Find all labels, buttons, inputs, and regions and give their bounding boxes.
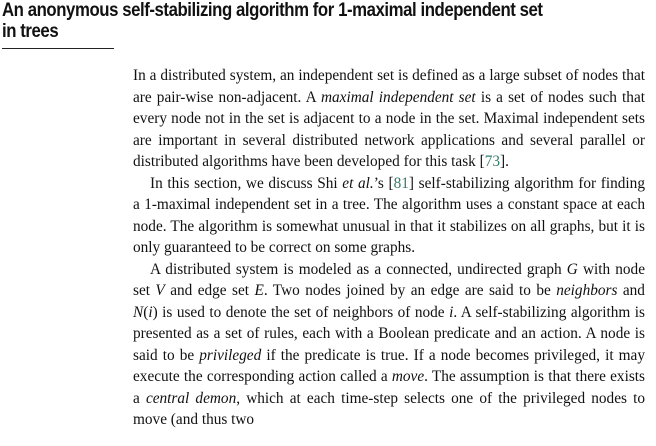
p3-term-neighbors: neighbors <box>556 282 618 299</box>
p3-var-v: V <box>155 282 165 299</box>
p1-text-2: is a set of nodes such that every node not in the set is adjacent to a node in the set. Maximal independent sets are important in several distributed network applications and several parallel or distributed algorithms have been developed for this task [ <box>133 88 645 170</box>
section-title <box>2 0 543 42</box>
p3-text-6: ( <box>143 303 149 321</box>
title-underline-rule <box>2 48 114 49</box>
p3-text-1: A distributed system is modeled as a connected, undirected graph <box>150 260 567 278</box>
p3-var-g: G <box>566 260 578 278</box>
section-title-line-2: in trees <box>2 20 59 42</box>
p3-text-9: if the predicate is true. If a node becomes privileged, it may execute the corresponding action called a <box>133 346 645 385</box>
p3-text-7: ) is used to denote the set of neighbors of node <box>152 303 450 321</box>
p2-text-3: ] self-stabilizing algorithm for finding a 1-maximal independent set in a tree. The algorithm uses a constant space at each node. The algorithm is somewhat unusual in that it stabilizes on all graphs, but it is only guaranteed to be correct on some graphs. <box>133 174 645 256</box>
p3-text-2: with node set <box>133 260 645 299</box>
p3-text-11: , which at each time-step selects one of the privileged nodes to move (and thus two <box>133 389 645 428</box>
p3-term-privileged: privileged <box>199 346 262 364</box>
section-header <box>2 0 622 42</box>
citation-81-link[interactable]: 81 <box>393 174 409 192</box>
p3-text-10: . The assumption is that there exists a <box>133 368 645 407</box>
section-title-line-1: An anonymous self-stabilizing algorithm for 1-maximal independent set <box>2 0 543 21</box>
p3-term-move: move <box>391 368 425 385</box>
p3-text-5: and <box>617 282 645 299</box>
paragraph-3 <box>133 259 645 431</box>
p3-term-central-demon: central demon <box>145 389 237 407</box>
paragraph-2 <box>133 173 645 259</box>
paragraph-1 <box>133 65 645 173</box>
p3-var-n: N <box>133 303 144 321</box>
p2-text-2: ’s [ <box>373 174 394 192</box>
p1-text-3: ]. <box>500 153 509 170</box>
p2-et-al: et al. <box>342 174 374 192</box>
p1-term-maximal-independent-set: maximal independent set <box>320 88 476 106</box>
p2-text-1: In this section, we discuss Shi <box>150 174 343 192</box>
p3-text-3: and edge set <box>164 282 255 299</box>
p3-text-4: . Two nodes joined by an edge are said to be <box>263 282 557 299</box>
p3-var-i-1: i <box>148 303 153 321</box>
citation-73-link[interactable]: 73 <box>484 153 501 170</box>
p3-var-e: E <box>254 282 264 299</box>
p1-text-1: In a distributed system, an independent set is defined as a large subset of nodes that are pair-wise non-adjacent. A <box>133 67 645 106</box>
body-text <box>133 65 645 431</box>
p3-var-i-2: i <box>449 303 454 321</box>
p3-text-8: . A self-stabilizing algorithm is presented as a set of rules, each with a Boolean predicate and an action. A node is said to be <box>133 303 645 364</box>
